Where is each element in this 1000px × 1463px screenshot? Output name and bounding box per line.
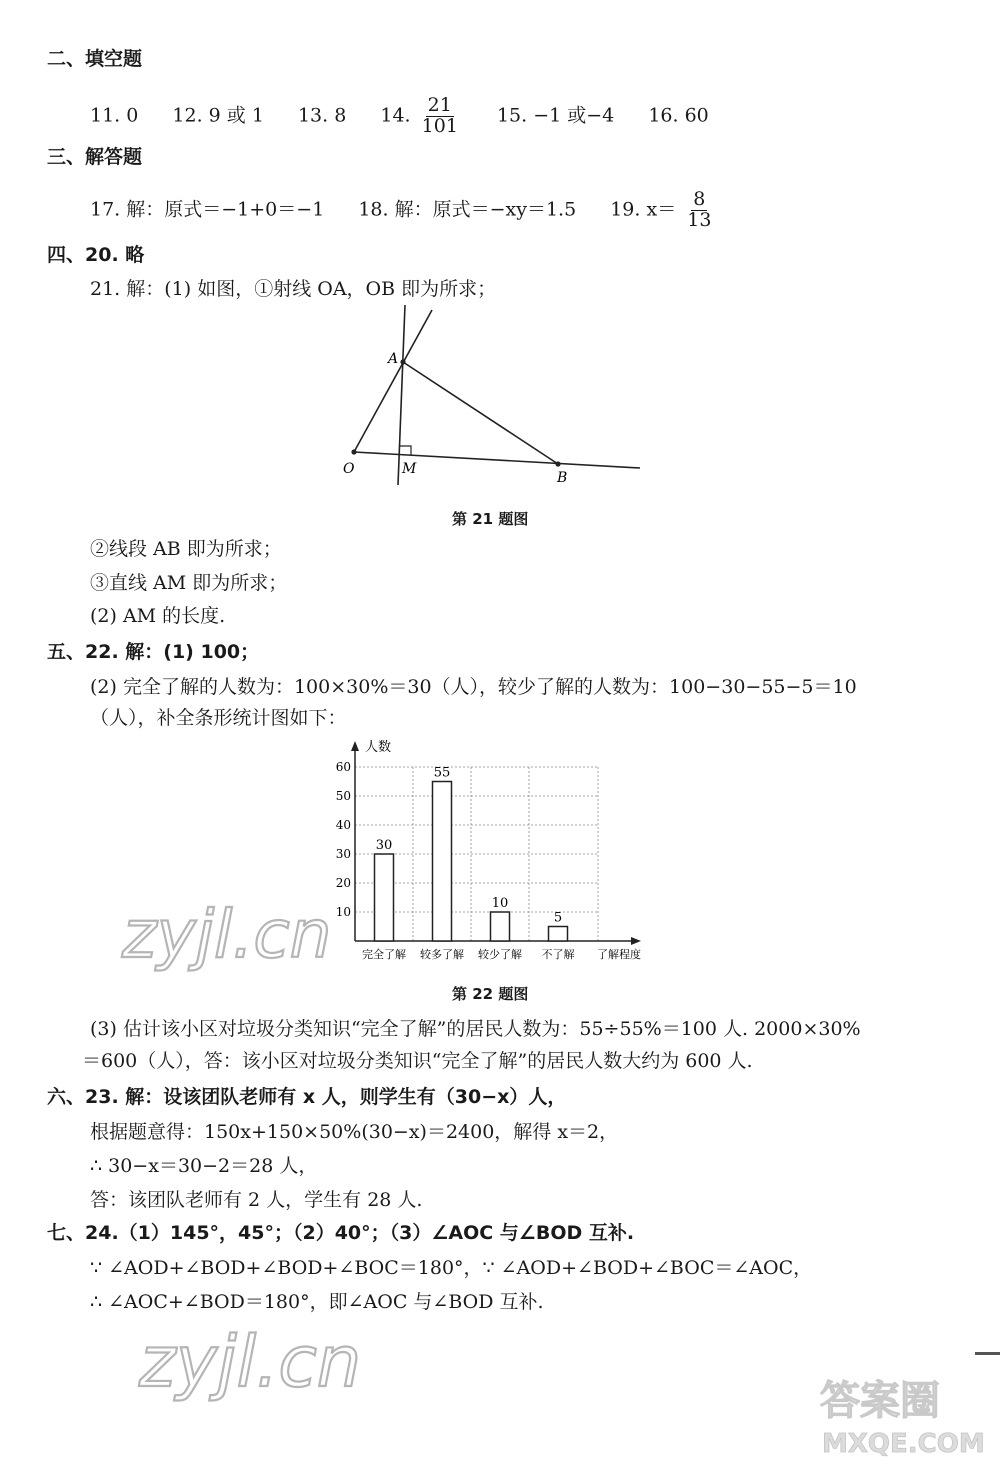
fraction-denominator: 13	[687, 208, 712, 231]
figure-22-bar-chart	[325, 735, 655, 970]
y-axis-label: 人数	[365, 740, 392, 755]
q23-line-2: 根据题意得：150x+150×50%(30−x)＝2400，解得 x＝2，	[90, 1121, 619, 1143]
q21-line-2: ②线段 AB 即为所求；	[90, 538, 282, 560]
x-axis-label: 了解程度	[597, 948, 641, 961]
figure-21-geometry	[330, 305, 660, 495]
bar-value-label: 55	[433, 765, 451, 781]
line-am	[398, 305, 405, 485]
section-answer-heading: 三、解答题	[47, 146, 143, 168]
answer-13: 13. 8	[297, 104, 347, 127]
fraction-numerator: 21	[427, 94, 452, 116]
fraction-numerator: 8	[693, 188, 706, 210]
y-tick-label: 20	[335, 876, 351, 890]
label-b: B	[557, 470, 568, 486]
solution-19-fraction	[685, 190, 713, 231]
q23-line-3: ∴ 30−x＝30−2＝28 人，	[90, 1155, 318, 1177]
label-m: M	[402, 461, 417, 477]
x-tick-label: 完全了解	[362, 948, 406, 961]
right-angle-mark	[400, 446, 411, 455]
fraction-denominator: 101	[421, 114, 458, 137]
solution-19-label: 19. x＝	[610, 198, 677, 221]
watermark-zyjl-2	[135, 1320, 385, 1415]
answer-12: 12. 9 或 1	[172, 104, 264, 127]
answer-16: 16. 60	[648, 104, 709, 127]
watermark-text: zyjl.cn	[139, 1321, 362, 1403]
x-axis-arrow	[631, 937, 641, 945]
answer-14-label: 14.	[380, 104, 411, 127]
y-tick-label: 30	[335, 847, 351, 861]
q21-line-1: 21. 解：(1) 如图，①射线 OA，OB 即为所求；	[90, 278, 497, 300]
x-tick-label: 较少了解	[478, 948, 522, 961]
y-tick-label: 50	[335, 789, 351, 803]
bar-value-label: 5	[553, 910, 563, 926]
figure-22-caption: 第 22 题图	[452, 985, 529, 1003]
watermark-mxqe	[818, 1372, 998, 1462]
q22-line-3: （人），补全条形统计图如下：	[90, 707, 347, 729]
fill-answers-row	[90, 96, 709, 137]
label-a: A	[388, 351, 399, 367]
point-o	[351, 449, 356, 454]
answer-15: 15. −1 或−4	[496, 104, 615, 127]
y-tick-label: 40	[335, 818, 351, 832]
section-4-heading: 四、20. 略	[47, 244, 145, 266]
ray-oa	[354, 310, 432, 452]
solutions-row	[90, 190, 716, 231]
q22-line-5: ＝600（人），答：该小区对垃圾分类知识“完全了解”的居民人数大约为 600 人.	[82, 1050, 753, 1072]
q22-line-2: (2) 完全了解的人数为：100×30%＝30（人），较少了解的人数为：100−30−55−5＝10	[90, 676, 857, 698]
q22-line-4: (3) 估计该小区对垃圾分类知识“完全了解”的居民人数为：55÷55%＝100 人. 2000×30%	[90, 1018, 861, 1040]
bar	[549, 927, 568, 942]
section-fill-in-heading: 二、填空题	[47, 48, 143, 70]
point-a	[400, 359, 405, 364]
watermark-mxqe-top: 答案圈	[820, 1378, 940, 1424]
y-tick-label: 10	[335, 905, 351, 919]
q24-line-2: ∵ ∠AOD+∠BOD+∠BOD+∠BOC＝180°，∵ ∠AOD+∠BOD+∠BOC＝∠AOC，	[90, 1257, 813, 1279]
ray-ob	[354, 452, 640, 468]
segment-ab	[403, 362, 558, 464]
solution-17: 17. 解：原式＝−1+0＝−1	[90, 198, 325, 221]
edge-mark	[975, 1352, 1000, 1355]
answer-14-fraction	[420, 96, 460, 137]
x-tick-label: 不了解	[541, 948, 575, 961]
bar	[491, 912, 510, 941]
label-o: O	[343, 461, 355, 477]
y-tick-label: 60	[335, 760, 351, 774]
bar-value-label: 30	[375, 838, 393, 853]
q21-line-4: (2) AM 的长度.	[90, 605, 226, 627]
section-6-heading: 六、23. 解：设该团队老师有 x 人，则学生有（30−x）人，	[47, 1086, 567, 1108]
section-7-heading: 七、24.（1）145°，45°；（2）40°；（3）∠AOC 与∠BOD 互补.	[47, 1222, 635, 1244]
q23-line-4: 答：该团队老师有 2 人，学生有 28 人.	[90, 1189, 423, 1211]
y-axis-arrow	[351, 741, 359, 751]
bar	[375, 854, 394, 941]
point-b	[555, 461, 560, 466]
watermark-zyjl-1	[118, 895, 358, 985]
answer-11: 11. 0	[90, 104, 139, 127]
solution-18: 18. 解：原式＝−xy＝1.5	[358, 198, 577, 221]
x-tick-label: 较多了解	[420, 948, 464, 961]
bar	[433, 782, 452, 942]
watermark-mxqe-bottom: MXQE.COM	[822, 1429, 985, 1459]
q21-line-3: ③直线 AM 即为所求；	[90, 572, 288, 594]
watermark-text: zyjl.cn	[122, 896, 332, 973]
bar-value-label: 10	[491, 896, 509, 911]
q24-line-3: ∴ ∠AOC+∠BOD＝180°，即∠AOC 与∠BOD 互补.	[90, 1291, 544, 1313]
section-5-heading: 五、22. 解：(1) 100；	[47, 641, 260, 663]
figure-21-caption: 第 21 题图	[452, 510, 529, 528]
